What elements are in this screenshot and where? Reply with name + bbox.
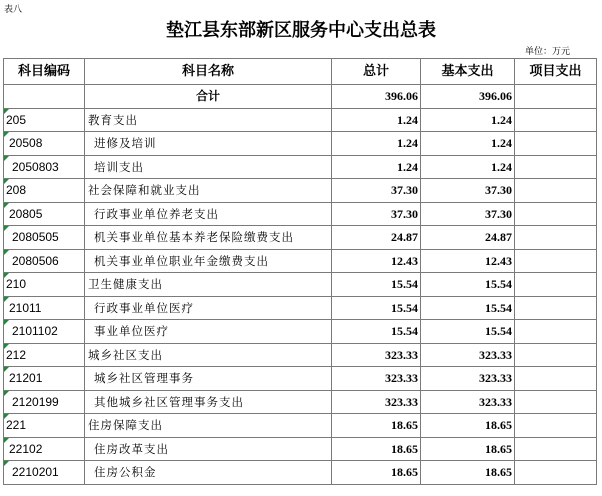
sheet-label: 表八	[4, 5, 23, 15]
total-cell: 24.87	[332, 226, 421, 250]
code-text: 2080505	[12, 230, 59, 245]
name-cell	[85, 343, 332, 367]
code-text: 2120199	[12, 394, 59, 409]
code-text: 221	[6, 418, 27, 433]
unit-label: 单位：万元	[524, 47, 570, 57]
table-row	[4, 437, 597, 461]
name-text: 行政事业单位养老支出	[94, 206, 219, 221]
total-cell: 1.24	[332, 132, 421, 156]
name-text: 城乡社区支出	[88, 347, 163, 362]
name-text: 住房保障支出	[88, 418, 163, 433]
code-text: 2101102	[12, 324, 58, 339]
table-row	[4, 320, 597, 344]
basic-cell: 1.24	[421, 132, 515, 156]
code-text: 2050803	[12, 159, 59, 174]
project-cell	[515, 249, 597, 273]
project-cell	[515, 367, 597, 391]
code-cell	[4, 132, 85, 156]
name-cell	[85, 414, 332, 438]
total-cell: 15.54	[332, 320, 421, 344]
total-cell: 18.65	[332, 437, 421, 461]
basic-cell: 15.54	[421, 320, 515, 344]
column-header-basic: 基本支出	[421, 59, 515, 85]
project-cell	[515, 390, 597, 414]
name-cell	[85, 132, 332, 156]
code-cell	[4, 155, 85, 179]
code-text: 205	[6, 112, 27, 127]
name-cell	[85, 461, 332, 485]
total-cell: 15.54	[332, 273, 421, 297]
project-cell	[515, 414, 597, 438]
code-text: 210	[6, 277, 27, 292]
column-header-code: 科目编码	[4, 59, 85, 85]
name-cell	[85, 108, 332, 132]
table-row	[4, 273, 597, 297]
table-row	[4, 390, 597, 414]
page-title: 垫江县东部新区服务中心支出总表	[166, 20, 436, 41]
header-row	[4, 59, 597, 85]
basic-cell: 24.87	[421, 226, 515, 250]
total-cell: 323.33	[332, 343, 421, 367]
table-row	[4, 179, 597, 203]
table-row	[4, 132, 597, 156]
table-row	[4, 414, 597, 438]
project-cell	[515, 226, 597, 250]
project-cell	[515, 108, 597, 132]
code-text: 2080506	[12, 253, 59, 268]
table-row	[4, 296, 597, 320]
name-cell	[85, 390, 332, 414]
name-cell	[85, 273, 332, 297]
name-text: 进修及培训	[94, 136, 157, 151]
code-cell	[4, 108, 85, 132]
code-text: 22102	[9, 441, 43, 456]
project-cell	[515, 343, 597, 367]
table-row	[4, 155, 597, 179]
name-text: 社会保障和就业支出	[88, 183, 201, 198]
basic-cell: 18.65	[421, 461, 515, 485]
column-header-total: 总计	[332, 59, 421, 85]
total-cell: 37.30	[332, 179, 421, 203]
total-cell: 18.65	[332, 414, 421, 438]
total-cell: 18.65	[332, 461, 421, 485]
name-text: 事业单位医疗	[94, 324, 169, 339]
total-cell: 323.33	[332, 390, 421, 414]
table-row	[4, 226, 597, 250]
name-text: 机关事业单位基本养老保险缴费支出	[94, 230, 294, 245]
name-cell	[85, 226, 332, 250]
basic-cell: 37.30	[421, 179, 515, 203]
project-cell	[515, 273, 597, 297]
name-text: 机关事业单位职业年金缴费支出	[94, 253, 269, 268]
name-text: 住房改革支出	[94, 441, 169, 456]
code-text: 2210201	[12, 465, 59, 480]
table-row	[4, 108, 597, 132]
name-text: 卫生健康支出	[88, 277, 163, 292]
name-text: 住房公积金	[94, 465, 157, 480]
project-cell	[515, 155, 597, 179]
name-cell	[85, 437, 332, 461]
code-cell	[4, 226, 85, 250]
name-cell	[85, 202, 332, 226]
name-text: 城乡社区管理事务	[94, 371, 194, 386]
column-header-project: 项目支出	[515, 59, 597, 85]
total-cell: 1.24	[332, 155, 421, 179]
code-cell	[4, 296, 85, 320]
total-total-cell: 396.06	[332, 85, 421, 109]
code-text: 212	[6, 347, 27, 362]
code-cell	[4, 202, 85, 226]
name-text: 教育支出	[88, 112, 138, 127]
code-cell	[4, 390, 85, 414]
code-cell	[4, 461, 85, 485]
project-cell	[515, 296, 597, 320]
code-cell	[4, 367, 85, 391]
code-text: 208	[6, 183, 27, 198]
column-header-name: 科目名称	[85, 59, 332, 85]
basic-cell: 12.43	[421, 249, 515, 273]
basic-cell: 323.33	[421, 390, 515, 414]
basic-cell: 18.65	[421, 414, 515, 438]
project-cell	[515, 320, 597, 344]
name-cell	[85, 249, 332, 273]
name-cell	[85, 367, 332, 391]
basic-cell: 323.33	[421, 367, 515, 391]
basic-cell: 15.54	[421, 273, 515, 297]
basic-cell: 15.54	[421, 296, 515, 320]
code-text: 21011	[9, 300, 42, 315]
code-cell	[4, 273, 85, 297]
expenditure-table	[3, 58, 597, 485]
total-cell: 323.33	[332, 367, 421, 391]
code-cell	[4, 249, 85, 273]
total-code-cell	[4, 85, 85, 109]
name-cell	[85, 179, 332, 203]
table-row	[4, 461, 597, 485]
table-row	[4, 202, 597, 226]
basic-cell: 1.24	[421, 155, 515, 179]
project-cell	[515, 437, 597, 461]
total-row	[4, 85, 597, 109]
code-cell	[4, 179, 85, 203]
table-row	[4, 249, 597, 273]
code-cell	[4, 343, 85, 367]
name-text: 行政事业单位医疗	[94, 300, 194, 315]
basic-cell: 1.24	[421, 108, 515, 132]
total-project-cell	[515, 85, 597, 109]
table-row	[4, 343, 597, 367]
project-cell	[515, 202, 597, 226]
name-cell	[85, 296, 332, 320]
project-cell	[515, 179, 597, 203]
total-cell: 15.54	[332, 296, 421, 320]
table-row	[4, 367, 597, 391]
code-cell	[4, 320, 85, 344]
basic-cell: 18.65	[421, 437, 515, 461]
total-label: 合计	[85, 85, 332, 109]
name-text: 培训支出	[94, 159, 144, 174]
name-text: 其他城乡社区管理事务支出	[94, 394, 244, 409]
project-cell	[515, 461, 597, 485]
basic-cell: 37.30	[421, 202, 515, 226]
total-cell: 12.43	[332, 249, 421, 273]
project-cell	[515, 132, 597, 156]
total-cell: 37.30	[332, 202, 421, 226]
total-cell: 1.24	[332, 108, 421, 132]
name-cell	[85, 320, 332, 344]
code-text: 20805	[9, 206, 43, 221]
basic-cell: 323.33	[421, 343, 515, 367]
name-cell	[85, 155, 332, 179]
code-text: 21201	[9, 371, 43, 386]
code-cell	[4, 414, 85, 438]
code-text: 20508	[9, 136, 43, 151]
code-cell	[4, 437, 85, 461]
total-basic-cell: 396.06	[421, 85, 515, 109]
